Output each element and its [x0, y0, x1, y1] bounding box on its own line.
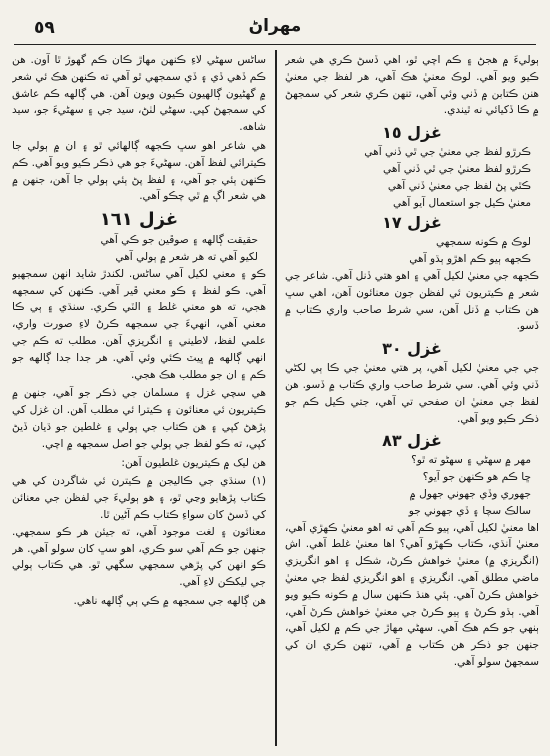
left-paragraph-2: هي سچي غزل ۽ مسلمان جي ذڪر جو آهي، جنهن ۾ ڪيتريون ئي معنائون ۽ ڪيترا ئي مطلب آهن. ان غزل کي پڙهڻ کپي ۽ هن ڪتاب جي ٻولي ۽ غلطين جو ڌيان ڏيڻ کپي، ته ڪو لفظ جي ٻولي جو اصل سمجهه ۾ اچي.	[12, 387, 266, 450]
ghazal-83-line-4: سالڪ سچا ۽ ڏي جهوني جو	[408, 504, 531, 517]
left-intro-paragraph-2: هي شاعر اهو سڀ ڪجهه ڳالهائي ٿو ۽ ان ۾ ٻولي جا ڪيترائي لفظ آهن. سهڻيءَ جو هي ذڪر ڪيو ويو آهي. ڪم ڪنهن ٻئي جو آهي، ۽ لفظ پڻ ٻئي ٻولي جا آهن، جنهن ۾ هي شعر اڳ ۾ ٿي چڪو آهي.	[12, 139, 266, 203]
ghazal-83-line-3: جهوري وڏي جهوني جهول ۾	[409, 487, 531, 500]
right-intro-paragraph: ٻوليءَ ۾ هجڻ ۽ ڪم اچي ٿو، اهي ڏسڻ ڪري هي شعر ڪيو ويو آهي. لوڪ معنيٰ هڪ آهي، هر لفظ جي معنيٰ هنن ڪتابن ۾ ڏني وئي آهي، تنهن ڪري شعر کي سمجهڻ ۾ ڪا ڏکيائي نه ٿيندي.	[285, 54, 539, 117]
left-paragraph-1: ڪو ۽ معني لکيل آهي ساڻس. لکندڙ شايد انهن سمجهيو آهي. ڪو لفظ ۽ ڪو معني ڦير آهي. ڪنهن کي سمجهه هجي، ته هو معني غلط ۽ الٽي ڪري. سنڌي ۽ ٻي ڪا معني آهي، انهيءَ جي سمجهه ڪرڻ لاءِ صورت واري، علمي لفظ، لاطيني ۽ انگريزي آهن. مطلب ته ڪم جي انهي ڳالهه ۾ ڀيٽ ڪئي وئي آهي. هر جدا جدا ڳالهه جو ڪم ۽ ان جو مطلب هڪ هجي.	[12, 267, 266, 381]
left-column	[12, 52, 266, 748]
ghazal-161-heading: غزل ١٦١	[99, 209, 179, 231]
right-column	[285, 52, 539, 748]
running-title: مهراڻ	[248, 16, 302, 36]
ghazal-161-line-1: حقيقت ڳالهه ۽ صوڦين جو ڪي آهي	[100, 234, 258, 247]
column-divider	[275, 50, 277, 746]
left-paragraph-6: هن ڳالهه جي سمجهه ۾ ڪي ٻي ڳالهه ناهي.	[73, 594, 266, 607]
ghazal-83-line-2: ڇا ڪم هو ڪنهن جو آيو؟	[422, 471, 531, 484]
left-paragraph-5: معنائون ۽ لغت موجود آهي، ته جيئن هر ڪو سمجهي. جنهن جو ڪم آهي سو ڪري، اهو سڀ کان سولو آهي. هر ڪو انهن کي پڙهي سمجهي سگهي ٿو. هي ڪتاب ٻولي جي ليکڪن لاءِ آهي.	[12, 525, 266, 589]
left-paragraph-3: هن ليک ۾ ڪيتريون غلطيون آهن:	[121, 456, 266, 469]
ghazal-15-line-3: ڪٿي پڻ لفظ جي معنيٰ ڏني آهي	[387, 179, 531, 192]
left-intro-paragraph: ساڻس سهڻي لاءِ ڪنهن مهاڙ ڪان ڪم گهوڙ ٿا آون. هن ڪم ڏهي ڏي ۽ ڏي سمجهي ٿو آهي ته ڪنهن هڪ ئي شعر ۾ گهڻيون ڳالهيون ڪيون ويون آهن. هي ڳالهه ڪم عاشق کي سمجهڻ کپي. سهڻي لٺڻ، سيد جي ۽ سهڻيءَ جو، سيد شاهه.	[12, 54, 266, 134]
ghazal-17-line-2: ڪجهه ٻيو ڪم اهڙو ٻڌو آهي	[409, 253, 531, 266]
ghazal-30-paragraph: جي جي معنيٰ لکيل آهي، پر هتي معنيٰ جي ڪا ٻي لکڻي ڏني وئي آهي. سي شرط صاحب واري ڪتاب ۾ ڏسو. هن لفظ جي معنيٰ ان صفحي تي آهي، جتي ڪيل ڪم جو ذڪر ڪيو ويو آهي.	[285, 362, 539, 425]
numbered-item-1: (١) سنڌي جي ڪاليجن ۾ ڪيترن ئي شاگردن کي هي ڪتاب پڙهايو وڃي ٿو، ۽ هو ٻوليءَ جي لفظن جي معنائن کي ڏسڻ کان سواءِ ڪتاب ڪم آڻين ٿا.	[12, 475, 266, 521]
ghazal-83-line-1: مهر ۾ سهڻي ۽ سهڻو ته ٿو؟	[411, 454, 531, 467]
ghazal-17-paragraph: ڪجهه جي معنيٰ لکيل آهي ۽ اهو هتي ڏنل آهي. شاعر جي شعر ۾ ڪيتريون ئي لفظن جون معنائون آهن، اهي سڀ هن ڪتاب ۾ ڏنل آهن، سي شرط صاحب واري ڪتاب ۾ ڏسو.	[285, 269, 539, 333]
ghazal-15-line-2: ڪرڙو لفظ معنيٰ جي ٿي ڏني آهي	[383, 162, 531, 175]
ghazal-15-line-4: معنيٰ ڪيل جو استعمال آيو آهي	[393, 196, 531, 209]
page-header	[14, 14, 536, 45]
ghazal-15-heading: غزل ١٥	[382, 123, 442, 143]
ghazal-161-line-2: لکيو آهي ته هر شعر ۾ ٻولي آهي	[115, 250, 258, 263]
page-number: ٥٩	[34, 18, 55, 38]
ghazal-30-heading: غزل ٣٠	[382, 339, 442, 359]
ghazal-83-heading: غزل ٨٣	[382, 431, 442, 451]
ghazal-83-paragraph: اها معنيٰ لکيل آهي، ٻيو ڪم آهي ته اهو معنيٰ ڪهڙي آهي، معنيٰ آنڌي، ڪتاب ڪهڙو آهي؟ اها معنيٰ غلط آهي. اش (انگريزي ۾) معنيٰ خواهش ڪرڻ، شڪل ۽ اهو انگريزي ماضي مطلق آهي. انگريزي ۽ اهو انگريزي لفظ جي معنيٰ خواهش ڪرڻ آهي. ٻئي هنڌ ڪنهن سال ۾ ڪونه ڪيو ويو آهي. ٻڌو ڪرڻ ۽ ٻيو ڪرڻ جي معنيٰ خواهش ڪرڻ آهي، ٻنهي جو ڪم هڪ آهي. سهڻي مهاڙ جي ڪم ۾ لکيل آهي، جنهن جو ذڪر هن ڪتاب ۾ آهي، تنهن ڪري ان کي سمجهڻ سولو آهي.	[285, 521, 539, 668]
ghazal-17-heading: غزل ١٧	[382, 213, 442, 233]
ghazal-15-line-1: ڪرڙو لفظ جي معنيٰ جي ٿي ڏني آهي	[364, 146, 531, 159]
ghazal-17-line-1: لوڪ ۾ ڪونه سمجهي	[435, 236, 531, 249]
